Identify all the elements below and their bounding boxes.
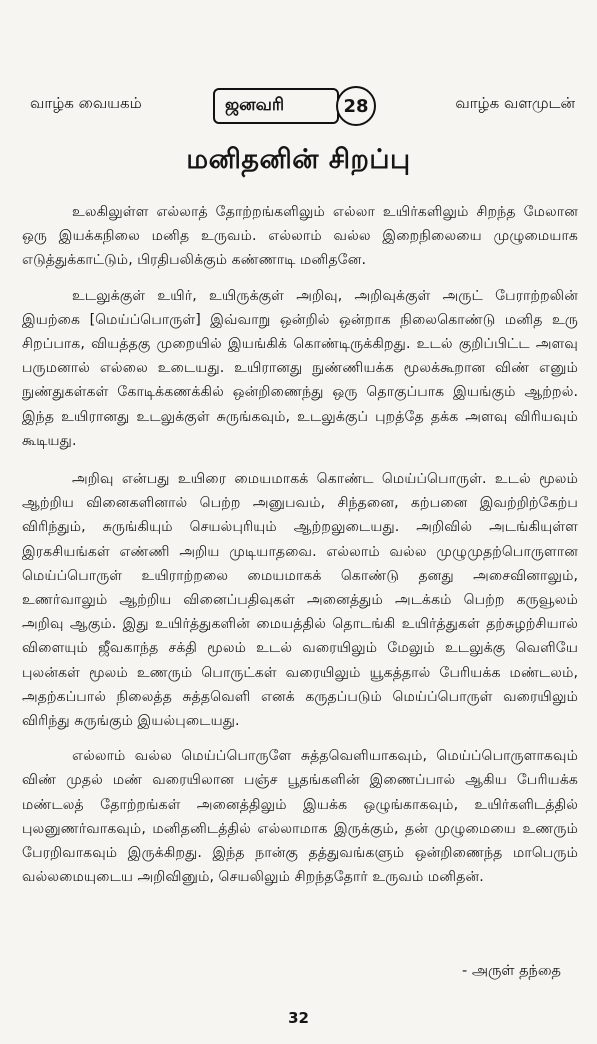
date-month-box: [213, 88, 339, 124]
page-title: மனிதனின் சிறப்பு: [186, 144, 411, 175]
article-body: [22, 200, 578, 889]
date-day: 28: [343, 95, 369, 117]
author-signature: - அருள் தந்தை: [461, 963, 561, 979]
paragraph: எல்லாம் வல்ல மெய்ப்பொருளே சுத்தவெளியாகவும், மெய்ப்பொருளாகவும் விண் முதல் மண் வரையிலான பஞ்ச பூதங்களின் இணைப்பால் ஆகிய பேரியக்க மண்டலத் தோற்றங்கள் அனைத்திலும் இயக்க ஒழுங்காகவும், உயிர்களிடத்தில் புலனுணர்வாகவும், மனிதனிடத்தில் எல்லாமாக இருக்கும், தன் முழுமையை உணரும் பேரறிவாகவும் இருக்கிறது. இந்த நான்கு தத்துவங்களும் ஒன்றிணைந்த மாபெரும் வல்லமையுடைய அறிவினும், செயலிலும் சிறந்ததோர் உருவம் மனிதன்.: [22, 748, 578, 886]
paragraph: அறிவு என்பது உயிரை மையமாகக் கொண்ட மெய்ப்பொருள். உடல் மூலம் ஆற்றிய வினைகளினால் பெற்ற அனுபவம், சிந்தனை, கற்பனை இவற்றிற்கேற்ப விரிந்தும், சுருங்கியும் செயல்புரியும் ஆற்றலுடையது. அறிவில் அடங்கியுள்ள இரகசியங்கள் எண்ணி அறிய முடியாதவை. எல்லாம் வல்ல முழுமுதற்பொருளான மெய்ப்பொருள் உயிராற்றலை மையமாகக் கொண்டு தனது அசைவினாலும், உணர்வாலும் ஆற்றிய வினைப்பதிவுகள் அனைத்தும் அடக்கம் பெற்ற கருவூலம் அறிவு ஆகும். இது உயிர்த்துகளின் மையத்தில் தொடங்கி உயிர்த்துகள் தற்சுழற்சியால் விளையும் ஜீவகாந்த சக்தி மூலம் உடல் வரையிலும் மேலும் உடலுக்கு வெளியே புலன்கள் மூலம் உணரும் பொருட்கள் வரையிலும் யூகத்தால் பேரியக்க மண்டலம், அதற்கப்பால் நிலைத்த சுத்தவெளி எனக் கருதப்படும் மெய்ப்பொருள் வரையிலும் விரிந்து சுருங்கும் இயல்புடையது.: [22, 471, 578, 730]
header-greeting-right: வாழ்க வளமுடன்: [455, 94, 575, 112]
page-header: [0, 88, 597, 132]
page-number: 32: [288, 1009, 309, 1027]
date-day-circle: [336, 86, 376, 126]
header-greeting-left: வாழ்க வையகம்: [30, 94, 142, 112]
paragraph: உடலுக்குள் உயிர், உயிருக்குள் அறிவு, அறிவுக்குள் அருட் பேராற்றலின் இயற்கை [மெய்ப்பொருள்] இவ்வாறு ஒன்றில் ஒன்றாக நிலைகொண்டு மனித உரு சிறப்பாக, வியத்தகு முறையில் இயங்கிக் கொண்டிருக்கிறது. உடல் குறிப்பிட்ட அளவு பருமனால் எல்லை உடையது. உயிரானது நுண்ணியக்க மூலக்கூறான விண் எனும் நுண்துகள்கள் கோடிக்கணக்கில் ஒன்றிணைந்து ஒரு தொகுப்பாக இயங்கும் ஆற்றல். இந்த உயிரானது உடலுக்குள் சுருங்கவும், உடலுக்குப் புறத்தே தக்க அளவு விரியவும் கூடியது.: [22, 287, 578, 449]
paragraph: உலகிலுள்ள எல்லாத் தோற்றங்களிலும் எல்லா உயிர்களிலும் சிறந்த மேலான ஒரு இயக்கநிலை மனித உருவம். எல்லாம் வல்ல இறைநிலையை முழுமையாக எடுத்துக்காட்டும், பிரதிபலிக்கும் கண்ணாடி மனிதனே.: [22, 204, 578, 269]
date-month: ஜனவரி: [225, 95, 285, 115]
